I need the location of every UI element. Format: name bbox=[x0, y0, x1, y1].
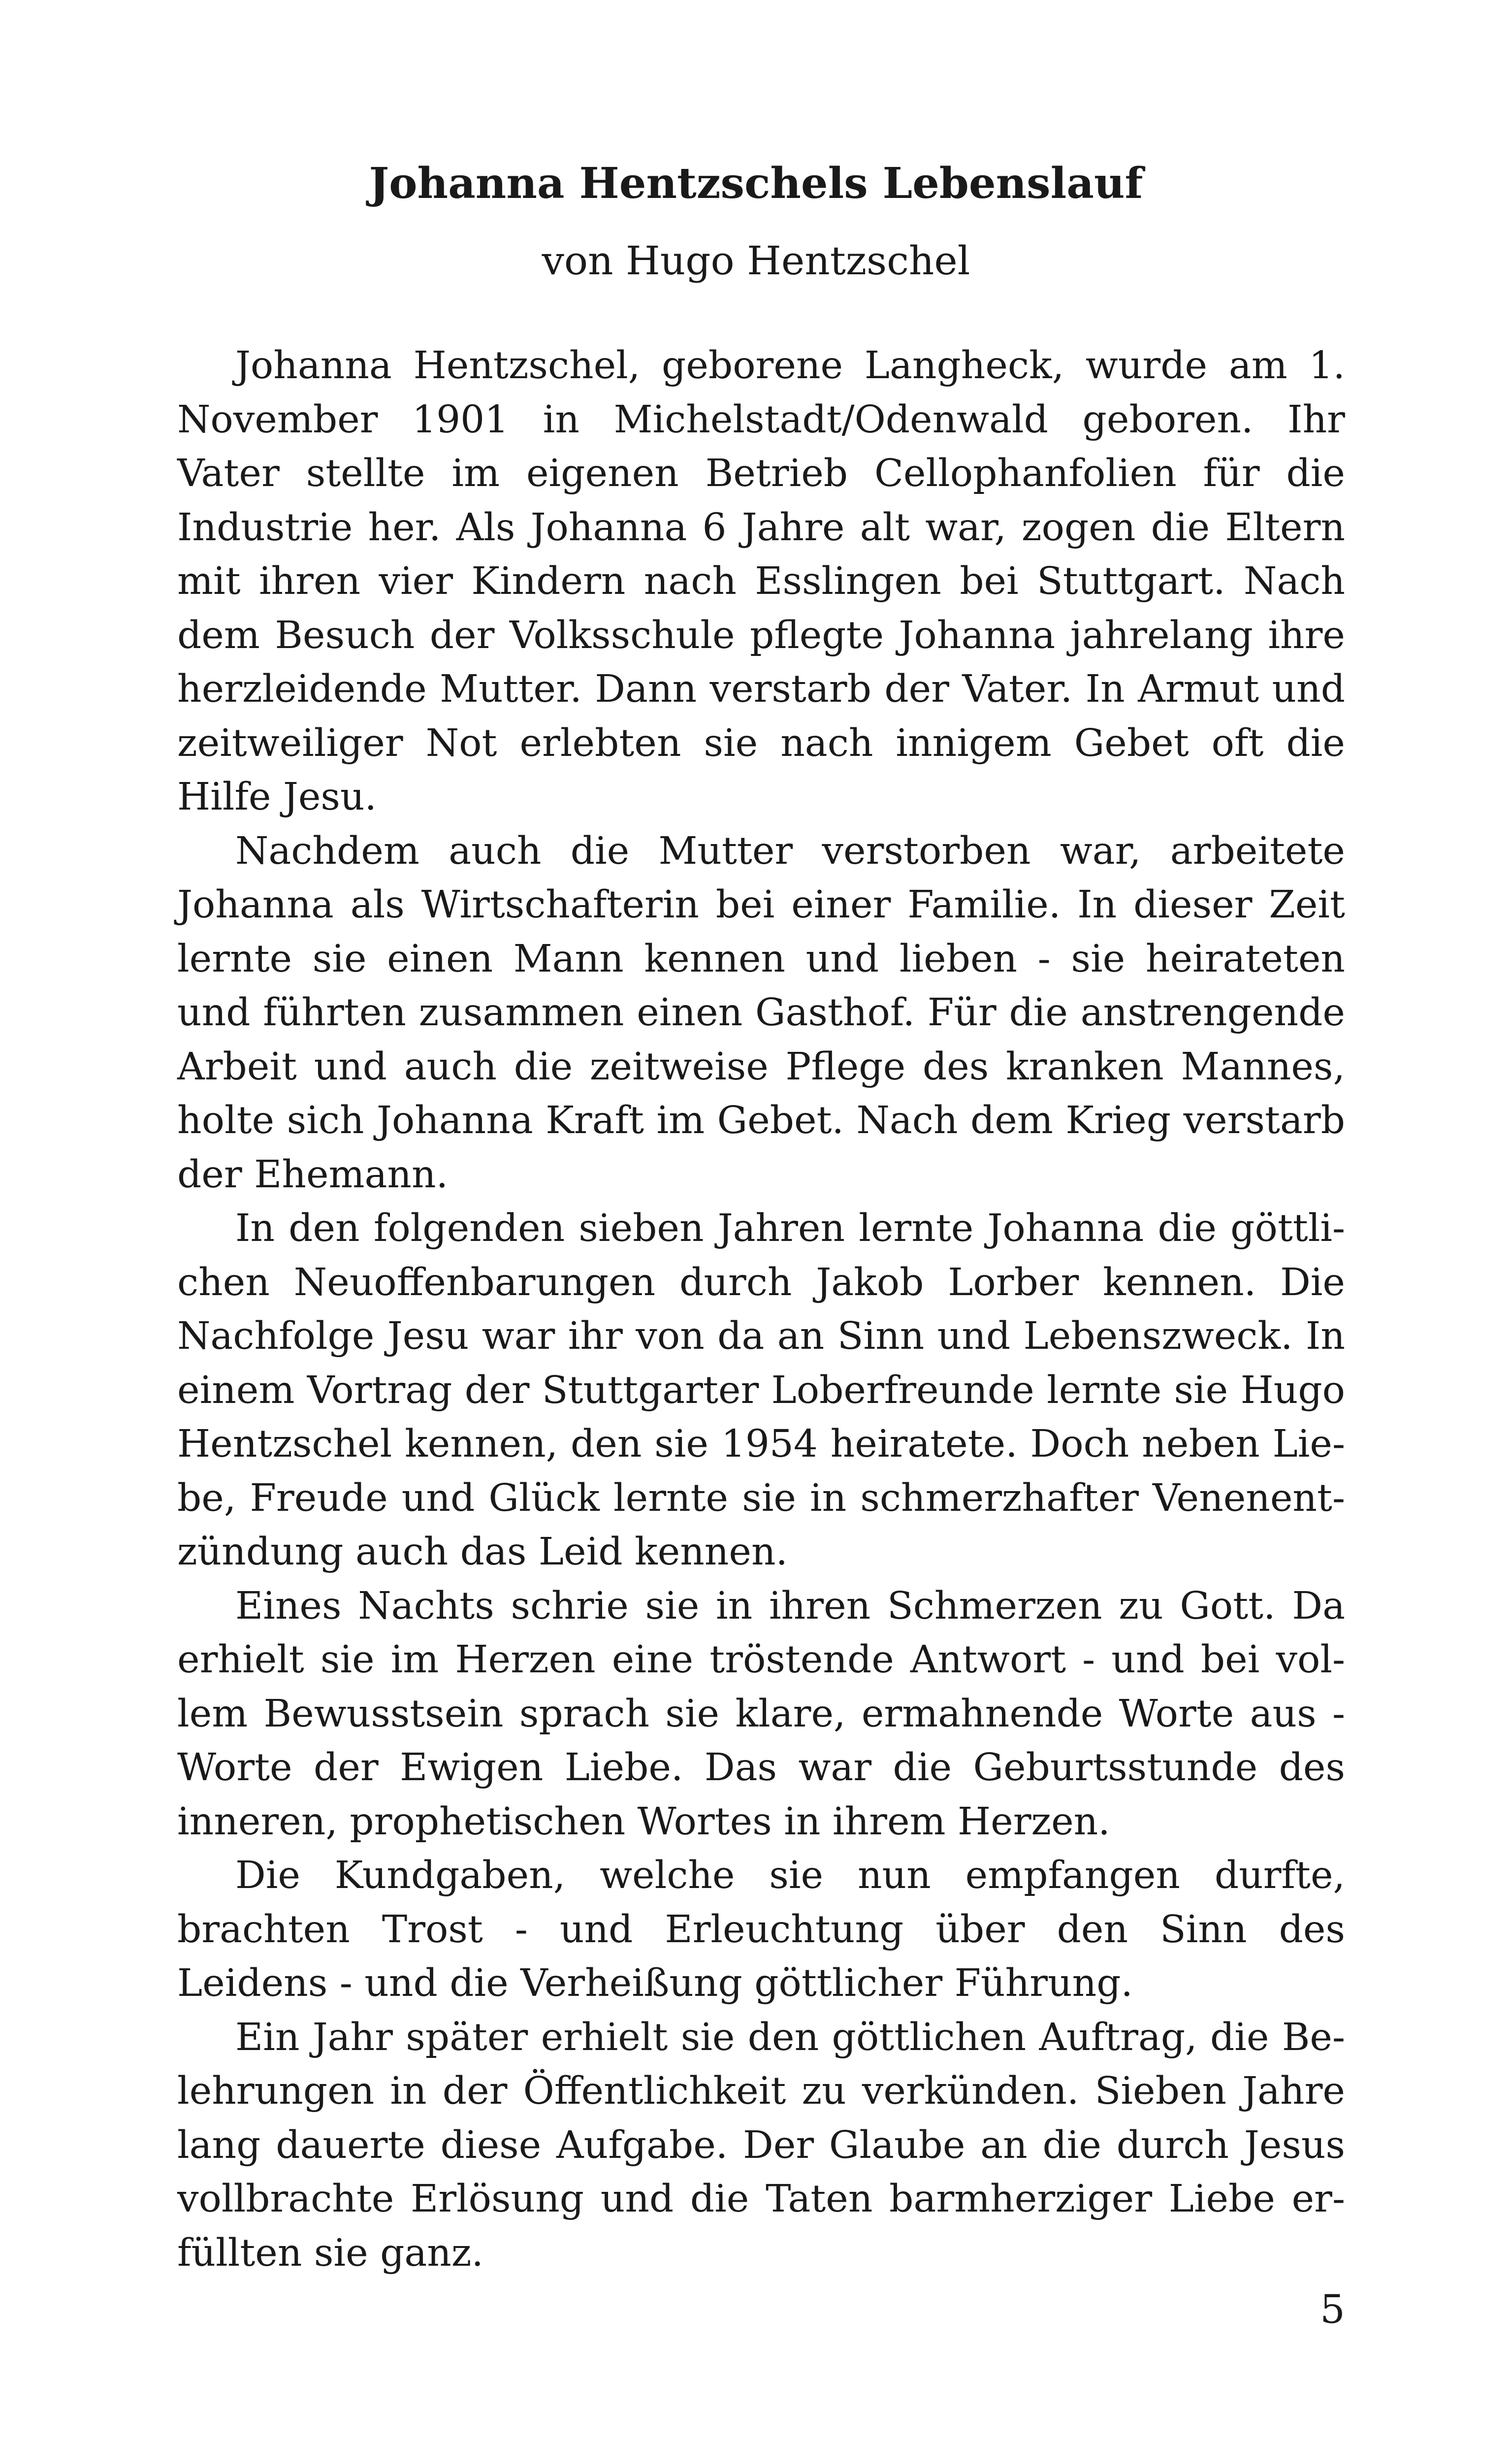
paragraph-6: Ein Jahr später erhielt sie den göttlichen Auftrag, die Belehrungen in der Öffentlichkeit zu verkünden. Sieben Jahre lang dauerte diese Aufgabe. Der Glaube an die durch Jesus vollbrachte Erlösung und die Taten barmherziger Liebe erfüllten sie ganz. bbox=[177, 2015, 1345, 2275]
paragraph-2: Nachdem auch die Mutter verstorben war, arbeitete Johanna als Wirtschafterin bei einer Familie. In dieser Zeit lernte sie einen Mann kennen und lieben - sie heirateten und führten zusammen einen Gasthof. Für die anstrengende Arbeit und auch die zeitweise Pflege des kranken Mannes, holte sich Johanna Kraft im Gebet. Nach dem Krieg verstarb der Ehemann. bbox=[177, 829, 1345, 1197]
paragraph-1: Johanna Hentzschel, geborene Langheck, wurde am 1. November 1901 in Michelstadt/Odenwald geboren. Ihr Vater stellte im eigenen Betrieb Cellophanfolien für die Industrie her. Als Johanna 6 Jahre alt war, zogen die Eltern mit ihren vier Kindern nach Esslingen bei Stuttgart. Nach dem Besuch der Volksschule pflegte Johanna jahrelang ihre herzleidende Mutter. Dann verstarb der Vater. In Armut und zeitweiliger Not erlebten sie nach innigem Gebet oft die Hilfe Jesu. bbox=[177, 344, 1345, 819]
paragraph-4: Eines Nachts schrie sie in ihren Schmerzen zu Gott. Da erhielt sie im Herzen eine tröstende Antwort - und bei vollem Bewusstsein sprach sie klare, ermahnende Worte aus - Worte der Ewigen Liebe. Das war die Geburtsstunde des inneren, prophetischen Wortes in ihrem Herzen. bbox=[177, 1584, 1345, 1844]
paragraph-3: In den folgenden sieben Jahren lernte Johanna die göttlichen Neuoffenbarungen durch Jakob Lorber kennen. Die Nachfolge Jesu war ihr von da an Sinn und Lebenszweck. In einem Vortrag der Stuttgarter Loberfreunde lernte sie Hugo Hentzschel kennen, den sie 1954 heiratete. Doch neben Liebe, Freude und Glück lernte sie in schmerzhafter Venenentzündung auch das Leid kennen. bbox=[177, 1206, 1345, 1574]
body-text bbox=[177, 339, 1345, 2280]
page-number: 5 bbox=[1320, 2286, 1345, 2332]
page-title: Johanna Hentzschels Lebenslauf bbox=[369, 159, 1143, 208]
paragraph-5: Die Kundgaben, welche sie nun empfangen durfte, brachten Trost - und Erleuchtung über den Sinn des Leidens - und die Verheißung göttlicher Führung. bbox=[177, 1854, 1345, 2005]
author-byline: von Hugo Hentzschel bbox=[542, 238, 970, 284]
